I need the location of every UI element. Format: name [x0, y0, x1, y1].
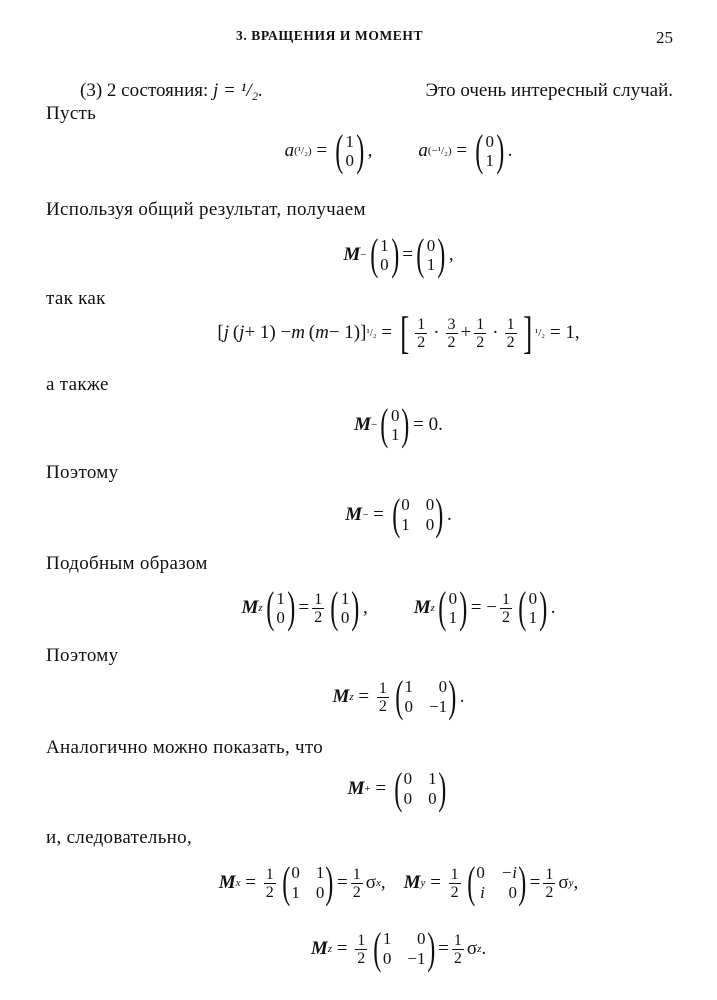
therefore-1-text: Поэтому — [46, 462, 119, 483]
equation-2: M − ( 1 0 ) = ( 0 1 ) , — [343, 230, 454, 279]
therefore-2-text: Поэтому — [46, 645, 119, 666]
equation-4: M − ( 0 1 ) = 0. — [354, 400, 443, 449]
running-head: 3. ВРАЩЕНИЯ И МОМЕНТ — [236, 28, 424, 43]
equation-3: [ j ( j + 1) − m ( m − 1)] ¹/₂ = [ $\frac{1}{2}$ · $\frac{3}{2}$ + $\frac{1}{2}$ · $\frac{1}{2}$ ] ¹/₂ = 1, — [217, 307, 580, 358]
and-also-text: а также — [46, 374, 109, 395]
equation-10: M z = $\frac{1}{2}$ ( 1 0 0 −1 ) = $\frac{1}{2}$ σ z . — [310, 924, 487, 973]
equation-5: M − = ( 0 0 1 0 ) . — [345, 490, 452, 539]
equation-9: M x = $\frac{1}{2}$ ( 0 1 1 0 ) = $\frac{1}{2}$ σ x , M y = $\frac{1}{2}$ ( 0 −i i 0 ) = $\frac{1}{2}$ σ y , — [218, 858, 579, 907]
analogously-text: Аналогично можно показать, что — [46, 737, 324, 758]
intro-line — [80, 80, 673, 102]
page-number: 25 — [656, 28, 673, 47]
since-text: так как — [46, 288, 106, 309]
using-text: Используя общий результат, получаем — [46, 199, 366, 220]
similarly-text: Подобным образом — [46, 553, 208, 574]
equation-8: M + = ( 0 1 0 0 ) — [347, 764, 447, 813]
page-header — [0, 28, 717, 50]
equation-7: M z = $\frac{1}{2}$ ( 1 0 0 −1 ) . — [332, 672, 465, 721]
intro-text-b: Это очень интересный случай. — [425, 80, 673, 101]
j-value: j = ¹/₂. — [213, 80, 263, 101]
intro-text-c: Пусть — [46, 103, 97, 124]
equation-1: a (¹/₂) = ( 1 0 ) , a (−¹/₂) = ( 0 1 ) . — [284, 126, 513, 175]
equation-6: M z ( 1 0 ) = $\frac{1}{2}$ ( 1 0 ) , M z ( 0 1 ) = − $\frac{1}{2}$ ( 0 1 ) . — [241, 583, 556, 632]
intro-text-a: (3) 2 состояния: — [80, 80, 209, 101]
consequently-text: и, следовательно, — [46, 827, 192, 848]
